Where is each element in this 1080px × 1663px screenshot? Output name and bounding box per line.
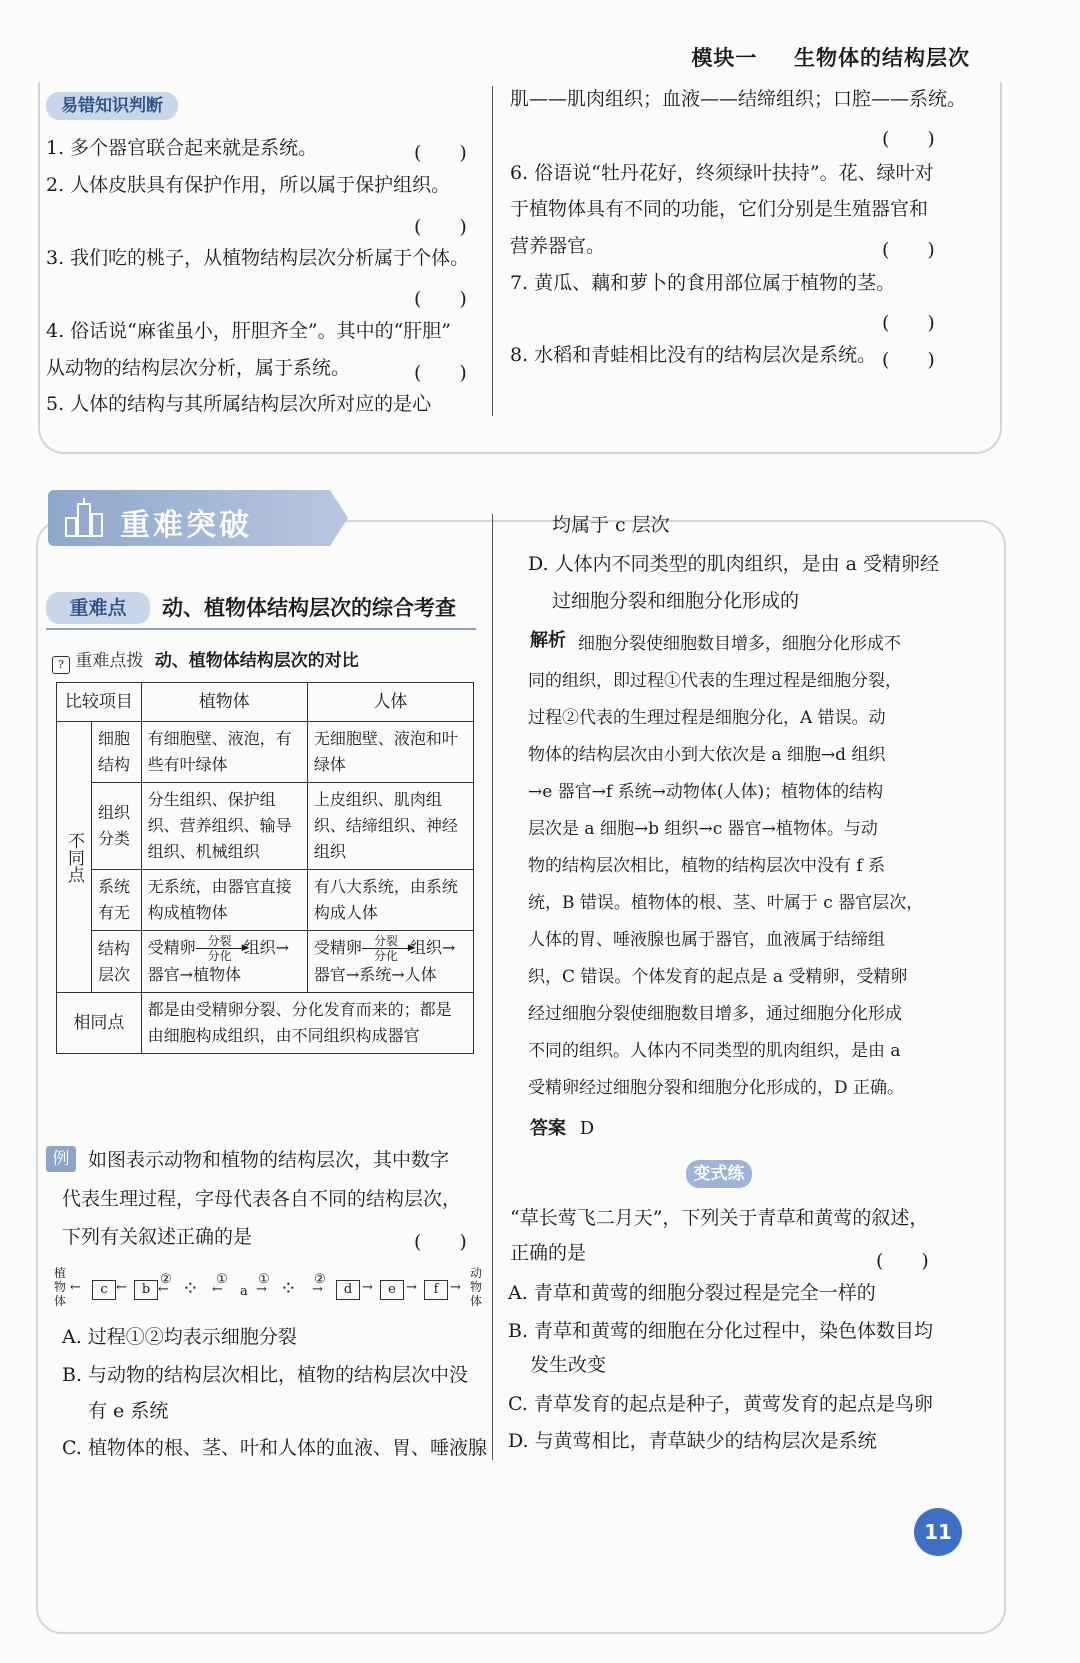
arrow-bottom-label: 分化 — [373, 949, 398, 963]
row-item: 系统有无 — [92, 870, 142, 931]
header-plant: 植物体 — [141, 683, 307, 722]
quiz-item-8: 8. 水稻和青蛙相比没有的结构层次是系统。 — [510, 344, 877, 366]
analysis-line: 层次是 a 细胞→b 组织→c 器官→植物体。与动 — [528, 819, 878, 839]
column-divider — [492, 514, 493, 1460]
seq-mid: 组织→ — [409, 938, 456, 957]
split-differentiate-arrow — [196, 935, 244, 962]
process-2: ② — [160, 1272, 172, 1287]
answer-line — [530, 1114, 594, 1140]
quiz-item-6-end: 营养器官。 — [510, 235, 606, 257]
analysis-line: 不同的组织。人体内不同类型的肌肉组织，是由 a — [528, 1041, 901, 1061]
variant-line-1: “草长莺飞二月天”，下列关于青草和黄莺的叙述， — [510, 1207, 929, 1229]
plant-label: 植物体 — [54, 1266, 67, 1308]
box-d: d — [336, 1280, 360, 1300]
row-item: 细胞结构 — [92, 722, 142, 783]
variant-label: 变式练 — [686, 1160, 752, 1188]
example-line-1: 如图表示动物和植物的结构层次，其中数字 — [88, 1149, 450, 1171]
split-differentiate-arrow — [362, 935, 410, 962]
analysis-line: 同的组织，即过程①代表的生理过程是细胞分裂， — [528, 671, 902, 691]
same-label: 相同点 — [57, 993, 142, 1054]
answer-paren: ( ) — [882, 349, 935, 371]
quiz-item-4: 4. 俗话说“麻雀虽小，肝胆齐全”。其中的“肝胆” — [46, 320, 452, 342]
row-human: 有八大系统，由系统构成人体 — [307, 870, 473, 931]
answer-paren: ( ) — [882, 239, 935, 261]
variant-option-c: C. 青草发育的起点是种子，黄莺发育的起点是鸟卵 — [508, 1393, 933, 1415]
cells-icon: ⁘ — [280, 1276, 297, 1300]
analysis-line: 经过细胞分裂使细胞数目增多，通过细胞分化形成 — [528, 1004, 902, 1024]
example-line-3: 下列有关叙述正确的是 — [62, 1226, 253, 1248]
title-underline — [46, 628, 476, 630]
variant-option-b-cont: 发生改变 — [530, 1354, 607, 1376]
option-d-cont: 过细胞分裂和细胞分化形成的 — [552, 590, 800, 612]
row-item: 结构层次 — [92, 931, 142, 993]
diff-label: 不同点 — [57, 722, 92, 993]
lightbulb-icon: ? — [52, 656, 70, 674]
same-text: 都是由受精卵分裂、分化发育而来的；都是由细胞构成组织，由不同组织构成器官 — [141, 993, 473, 1054]
seq-start: 受精卵 — [313, 938, 362, 957]
module-title: 生物体的结构层次 — [794, 46, 970, 70]
row-human: 无细胞壁、液泡和叶绿体 — [307, 722, 473, 783]
variant-option-b: B. 青草和黄莺的细胞在分化过程中，染色体数目均 — [508, 1320, 934, 1342]
quiz-item-6-cont: 于植物体具有不同的功能，它们分别是生殖器官和 — [510, 198, 929, 220]
quiz-item-4-cont: 从动物的结构层次分析，属于系统。 — [46, 357, 351, 379]
row-item: 组织分类 — [92, 783, 142, 870]
box-b: b — [134, 1280, 158, 1300]
column-divider — [492, 86, 493, 416]
quiz-item-6: 6. 俗语说“牡丹花好，终须绿叶扶持”。花、绿叶对 — [510, 162, 934, 184]
quiz-item-5: 5. 人体的结构与其所属结构层次所对应的是心 — [46, 393, 432, 415]
analysis-line: 物的结构层次相比，植物的结构层次中没有 f 系 — [528, 856, 886, 876]
human-sequence — [307, 931, 473, 993]
tip-label: 重难点拨 — [75, 651, 144, 671]
tip-title: 动、植物体结构层次的对比 — [154, 651, 359, 671]
analysis-line: 过程②代表的生理过程是细胞分化，A 错误。动 — [528, 708, 886, 728]
header-human: 人体 — [307, 683, 473, 722]
option-c-cont: 均属于 c 层次 — [552, 514, 670, 536]
arrow-top-label: 分裂 — [207, 934, 232, 948]
answer-paren: ( ) — [876, 1250, 929, 1272]
quiz-label: 易错知识判断 — [46, 92, 178, 120]
key-point-title: 动、植物体结构层次的综合考查 — [162, 596, 456, 620]
analysis-label: 解析 — [530, 630, 566, 651]
building-icon — [60, 496, 108, 540]
answer-paren: ( ) — [414, 142, 467, 164]
analysis-line: 统，B 错误。植物体的根、茎、叶属于 c 器官层次， — [528, 893, 924, 913]
comparison-table — [56, 682, 474, 1054]
analysis-body — [528, 626, 948, 1107]
option-b: B. 与动物的结构层次相比，植物的结构层次中没 — [62, 1364, 469, 1386]
row-plant: 无系统，由器官直接构成植物体 — [141, 870, 307, 931]
seq-mid: 组织→ — [243, 938, 290, 957]
example-tag: 例 — [46, 1146, 76, 1172]
page-number: 11 — [914, 1508, 962, 1556]
quiz-item-2: 2. 人体皮肤具有保护作用，所以属于保护组织。 — [46, 174, 451, 196]
process-1: ① — [258, 1272, 270, 1287]
seq-start: 受精卵 — [147, 938, 196, 957]
module-label: 模块一 — [691, 46, 758, 70]
analysis-line: →e 器官→f 系统→动物体(人体)；植物体的结构 — [528, 782, 884, 802]
quiz-item-7: 7. 黄瓜、藕和萝卜的食用部位属于植物的茎。 — [510, 272, 896, 294]
page-header — [691, 42, 970, 72]
animal-label: 动物体 — [470, 1266, 483, 1308]
seq-end: 器官→系统→人体 — [313, 965, 437, 984]
analysis-line: 受精卵经过细胞分裂和细胞分化形成的，D 正确。 — [528, 1078, 905, 1098]
hierarchy-diagram: 植物体 ← c ← b ② ← ⁘ ① ← a ① → ⁘ ② → d → e → f → 动物体 — [54, 1266, 483, 1308]
variant-option-a: A. 青草和黄莺的细胞分裂过程是完全一样的 — [508, 1282, 876, 1304]
cell-a: a — [240, 1284, 248, 1299]
variant-option-d: D. 与黄莺相比，青草缺少的结构层次是系统 — [508, 1430, 877, 1452]
plant-sequence — [141, 931, 307, 993]
option-d: D. 人体内不同类型的肌肉组织，是由 a 受精卵经 — [528, 553, 940, 575]
answer-paren: ( ) — [882, 128, 935, 150]
tip-heading — [52, 646, 359, 674]
row-plant: 分生组织、保护组织、营养组织、输导组织、机械组织 — [141, 783, 307, 870]
analysis-line: 细胞分裂使细胞数目增多，细胞分化形成不 — [578, 634, 901, 654]
box-c: c — [92, 1280, 116, 1300]
arrow-top-label: 分裂 — [373, 934, 398, 948]
answer-paren: ( ) — [414, 216, 467, 238]
seq-end: 器官→植物体 — [147, 965, 242, 984]
variant-line-2: 正确的是 — [510, 1242, 587, 1264]
quiz-item-1: 1. 多个器官联合起来就是系统。 — [46, 137, 318, 159]
analysis-line: 物体的结构层次由小到大依次是 a 细胞→d 组织 — [528, 745, 886, 765]
analysis-line: 人体的胃、唾液腺也属于器官，血液属于结缔组 — [528, 930, 885, 950]
analysis-line: 织，C 错误。个体发育的起点是 a 受精卵，受精卵 — [528, 967, 908, 987]
option-c: C. 植物体的根、茎、叶和人体的血液、胃、唾液腺 — [62, 1437, 487, 1459]
key-point-label: 重难点 — [46, 592, 150, 624]
process-1: ① — [216, 1272, 228, 1287]
row-human: 上皮组织、肌肉组织、结缔组织、神经组织 — [307, 783, 473, 870]
arrow-bottom-label: 分化 — [207, 949, 232, 963]
example-line-2: 代表生理过程，字母代表各自不同的结构层次， — [62, 1188, 462, 1210]
answer-paren: ( ) — [414, 362, 467, 384]
answer-paren: ( ) — [414, 288, 467, 310]
process-2: ② — [314, 1272, 326, 1287]
quiz-item-3: 3. 我们吃的桃子，从植物结构层次分析属于个体。 — [46, 247, 470, 269]
box-e: e — [380, 1280, 404, 1300]
answer-label: 答案 — [530, 1118, 566, 1139]
answer-paren: ( ) — [414, 1231, 467, 1253]
section-banner-title: 重难突破 — [120, 508, 252, 543]
box-f: f — [424, 1280, 448, 1300]
cells-icon: ⁘ — [182, 1276, 199, 1300]
option-b-cont: 有 e 系统 — [88, 1400, 169, 1422]
option-a: A. 过程①②均表示细胞分裂 — [62, 1326, 297, 1348]
answer-paren: ( ) — [882, 312, 935, 334]
answer-value: D — [579, 1118, 595, 1139]
quiz-item-5-cont: 肌——肌肉组织；血液——结缔组织；口腔——系统。 — [510, 88, 967, 110]
header-compare: 比较项目 — [57, 683, 142, 722]
row-plant: 有细胞壁、液泡，有些有叶绿体 — [141, 722, 307, 783]
